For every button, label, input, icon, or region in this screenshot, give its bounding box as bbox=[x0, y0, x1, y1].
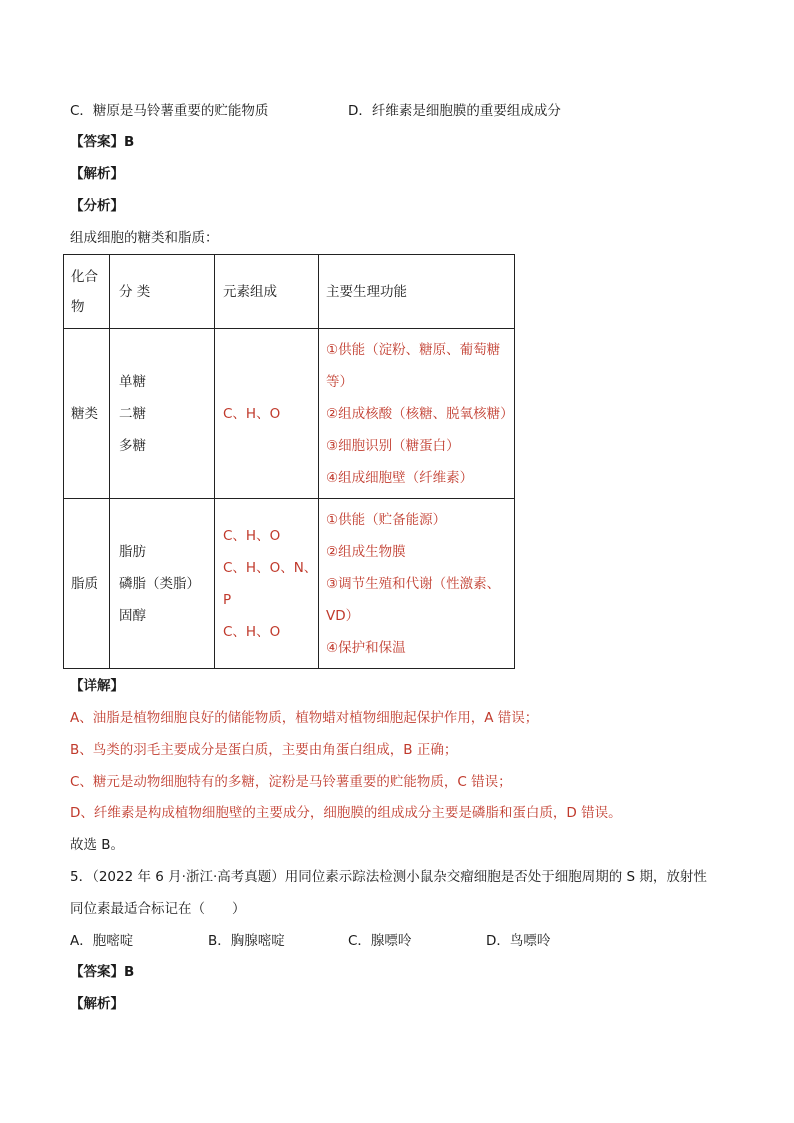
analysis-label: 【解析】 bbox=[70, 166, 124, 182]
row-compound bbox=[64, 329, 110, 499]
element-item: C、H、O bbox=[223, 405, 281, 422]
function-item: ④保护和保温 bbox=[326, 639, 406, 656]
function-item: 等） bbox=[326, 373, 353, 390]
header-type-text: 分 类 bbox=[119, 283, 151, 300]
function-item: VD） bbox=[326, 607, 360, 624]
function-item: ④组成细胞壁（纤维素） bbox=[326, 469, 474, 486]
row-compound-text: 糖类 bbox=[71, 405, 98, 422]
detail-line-a: A、油脂是植物细胞良好的储能物质，植物蜡对植物细胞起保护作用，A 错误； bbox=[70, 710, 539, 726]
type-item: 固醇 bbox=[119, 607, 146, 624]
element-item: C、H、O bbox=[223, 623, 281, 640]
table-row bbox=[64, 499, 515, 669]
detail-label: 【详解】 bbox=[70, 678, 124, 694]
q5-answer-label: 【答案】B bbox=[70, 964, 135, 980]
q5-option-a: A．胞嘧啶 bbox=[70, 933, 134, 949]
q5-option-d: D．鸟嘌呤 bbox=[486, 933, 551, 949]
table-intro: 组成细胞的糖类和脂质： bbox=[70, 230, 219, 246]
option-c: C．糖原是马铃薯重要的贮能物质 bbox=[70, 103, 269, 119]
row-compound bbox=[64, 499, 110, 669]
q5-option-c: C．腺嘌呤 bbox=[348, 933, 412, 949]
header-compound-line: 物 bbox=[71, 298, 85, 315]
q5-stem-line2: 同位素最适合标记在（ ） bbox=[70, 901, 246, 917]
option-d: D．纤维素是细胞膜的重要组成成分 bbox=[348, 103, 561, 119]
type-item: 二糖 bbox=[119, 405, 146, 422]
row-elements bbox=[215, 329, 319, 499]
element-item: C、H、O bbox=[223, 527, 281, 544]
detail-line-c: C、糖元是动物细胞特有的多糖，淀粉是马铃薯重要的贮能物质，C 错误； bbox=[70, 774, 512, 790]
detail-line-b: B、鸟类的羽毛主要成分是蛋白质，主要由角蛋白组成，B 正确； bbox=[70, 742, 458, 758]
type-item: 脂肪 bbox=[119, 543, 146, 560]
header-compound bbox=[64, 255, 110, 329]
element-item: C、H、O、N、 bbox=[223, 559, 318, 576]
function-item: ③调节生殖和代谢（性激素、 bbox=[326, 575, 501, 592]
function-item: ①供能（贮备能源） bbox=[326, 511, 447, 528]
function-item: ③细胞识别（糖蛋白） bbox=[326, 437, 460, 454]
detail-line-d: D、纤维素是构成植物细胞壁的主要成分，细胞膜的组成成分主要是磷脂和蛋白质，D 错误。 bbox=[70, 805, 622, 821]
header-elements bbox=[215, 255, 319, 329]
type-item: 单糖 bbox=[119, 373, 146, 390]
row-functions bbox=[319, 329, 515, 499]
element-item: P bbox=[223, 591, 232, 608]
header-compound-line: 化合 bbox=[71, 268, 98, 285]
conclusion: 故选 B。 bbox=[70, 837, 125, 853]
answer-label: 【答案】B bbox=[70, 134, 135, 150]
table-row bbox=[64, 329, 515, 499]
row-types bbox=[110, 329, 215, 499]
q5-stem-line1: 5．（2022 年 6 月·浙江·高考真题）用同位素示踪法检测小鼠杂交瘤细胞是否处于细胞周期的 S 期，放射性 bbox=[70, 869, 707, 885]
function-item: ②组成生物膜 bbox=[326, 543, 406, 560]
type-item: 磷脂（类脂） bbox=[119, 575, 200, 592]
row-types bbox=[110, 499, 215, 669]
fenxi-label: 【分析】 bbox=[70, 198, 124, 214]
header-functions-text: 主要生理功能 bbox=[326, 283, 407, 300]
q5-option-b: B．胸腺嘧啶 bbox=[208, 933, 285, 949]
row-functions bbox=[319, 499, 515, 669]
row-elements bbox=[215, 499, 319, 669]
function-item: ②组成核酸（核糖、脱氧核糖） bbox=[326, 405, 514, 422]
table-header-row bbox=[64, 255, 515, 329]
row-compound-text: 脂质 bbox=[71, 575, 98, 592]
q5-analysis-label: 【解析】 bbox=[70, 996, 124, 1012]
header-elements-text: 元素组成 bbox=[223, 283, 277, 300]
header-functions bbox=[319, 255, 515, 329]
type-item: 多糖 bbox=[119, 437, 146, 454]
sugar-lipid-table bbox=[63, 254, 515, 669]
function-item: ①供能（淀粉、糖原、葡萄糖 bbox=[326, 341, 501, 358]
header-type bbox=[110, 255, 215, 329]
